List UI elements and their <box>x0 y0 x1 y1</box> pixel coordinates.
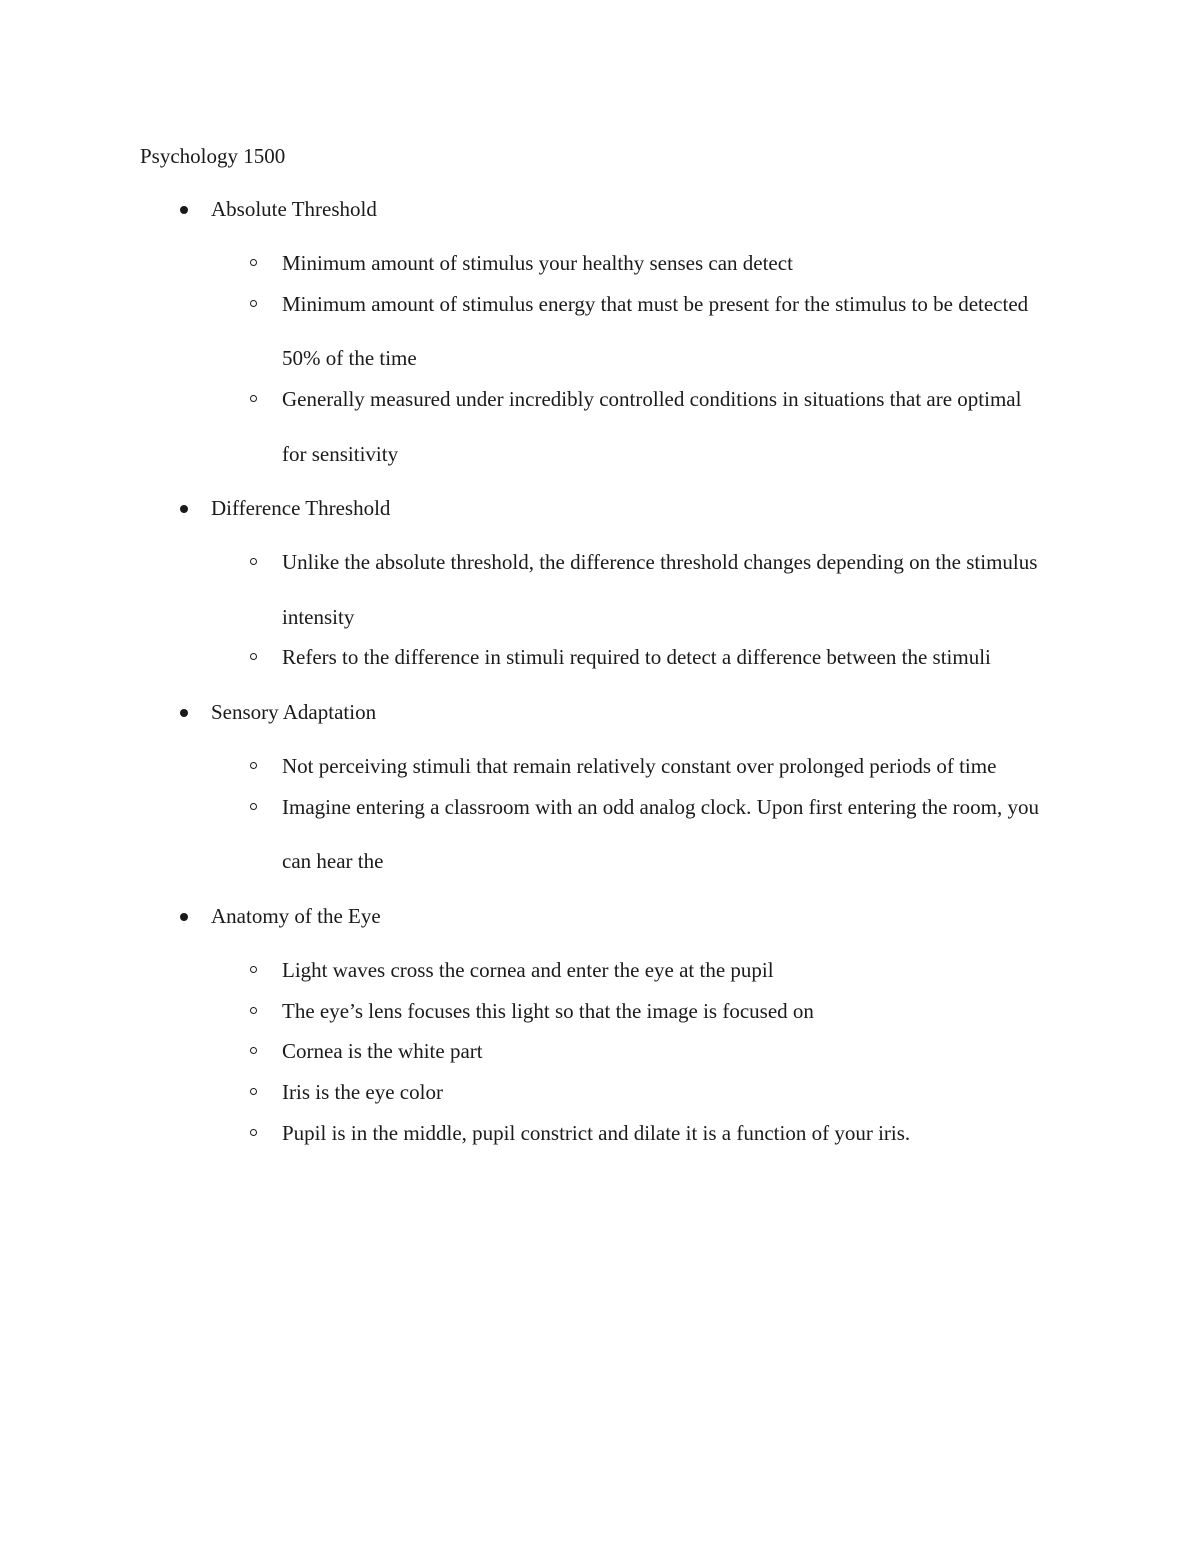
topic-points <box>0 739 1200 889</box>
hollow-bullet-icon <box>250 653 257 660</box>
hollow-bullet-icon <box>250 300 257 307</box>
topic-points <box>0 236 1200 481</box>
hollow-bullet-icon <box>250 803 257 810</box>
topic-difference-threshold <box>0 495 1200 685</box>
topic-points <box>0 535 1200 685</box>
topic-heading: Absolute Threshold <box>211 197 377 221</box>
filled-bullet-icon <box>180 913 188 921</box>
filled-bullet-icon <box>180 206 188 214</box>
list-item <box>0 630 1200 684</box>
hollow-bullet-icon <box>250 966 257 973</box>
list-item <box>0 535 1200 644</box>
topic-anatomy-of-the-eye <box>0 903 1200 1161</box>
topic-heading: Sensory Adaptation <box>211 699 377 724</box>
point-text: Light waves cross the cornea and enter the eye at the pupil <box>282 957 774 982</box>
list-item <box>0 372 1200 481</box>
list-item <box>0 780 1200 889</box>
document-title: Psychology 1500 <box>140 144 286 168</box>
filled-bullet-icon <box>180 505 188 513</box>
point-text: The eye’s lens focuses this light so that the image is focused on <box>282 998 814 1023</box>
list-item <box>0 1106 1200 1160</box>
point-text: Not perceiving stimuli that remain relatively constant over prolonged periods of time <box>282 754 997 779</box>
topic-absolute-threshold <box>0 196 1200 481</box>
hollow-bullet-icon <box>250 762 257 769</box>
point-text: Cornea is the white part <box>282 1039 483 1064</box>
point-text: Pupil is in the middle, pupil constrict and dilate it is a function of your iris. <box>282 1120 911 1145</box>
point-text: Generally measured under incredibly controlled conditions in situations that are optimal for sensitivity <box>282 387 1022 466</box>
filled-bullet-icon <box>180 709 188 717</box>
point-text: Imagine entering a classroom with an odd analog clock. Upon first entering the room, you can hear the <box>282 794 1039 874</box>
hollow-bullet-icon <box>250 558 257 565</box>
point-text: Minimum amount of stimulus energy that must be present for the stimulus to be detected 50% of the time <box>282 292 1029 371</box>
hollow-bullet-icon <box>250 1129 257 1136</box>
point-text: Iris is the eye color <box>282 1080 443 1105</box>
hollow-bullet-icon <box>250 1088 257 1095</box>
hollow-bullet-icon <box>250 395 257 402</box>
topic-heading: Difference Threshold <box>211 495 391 520</box>
hollow-bullet-icon <box>250 1047 257 1054</box>
point-text: Refers to the difference in stimuli required to detect a difference between the stimuli <box>282 645 991 670</box>
topic-heading: Anatomy of the Eye <box>211 903 381 928</box>
list-item <box>0 277 1200 386</box>
notes-outline <box>0 196 1200 1174</box>
topic-sensory-adaptation <box>0 699 1200 889</box>
hollow-bullet-icon <box>250 1007 257 1014</box>
topic-points <box>0 943 1200 1160</box>
hollow-bullet-icon <box>250 259 257 266</box>
point-text: Minimum amount of stimulus your healthy senses can detect <box>282 251 793 276</box>
point-text: Unlike the absolute threshold, the difference threshold changes depending on the stimulus intensity <box>282 550 1038 629</box>
